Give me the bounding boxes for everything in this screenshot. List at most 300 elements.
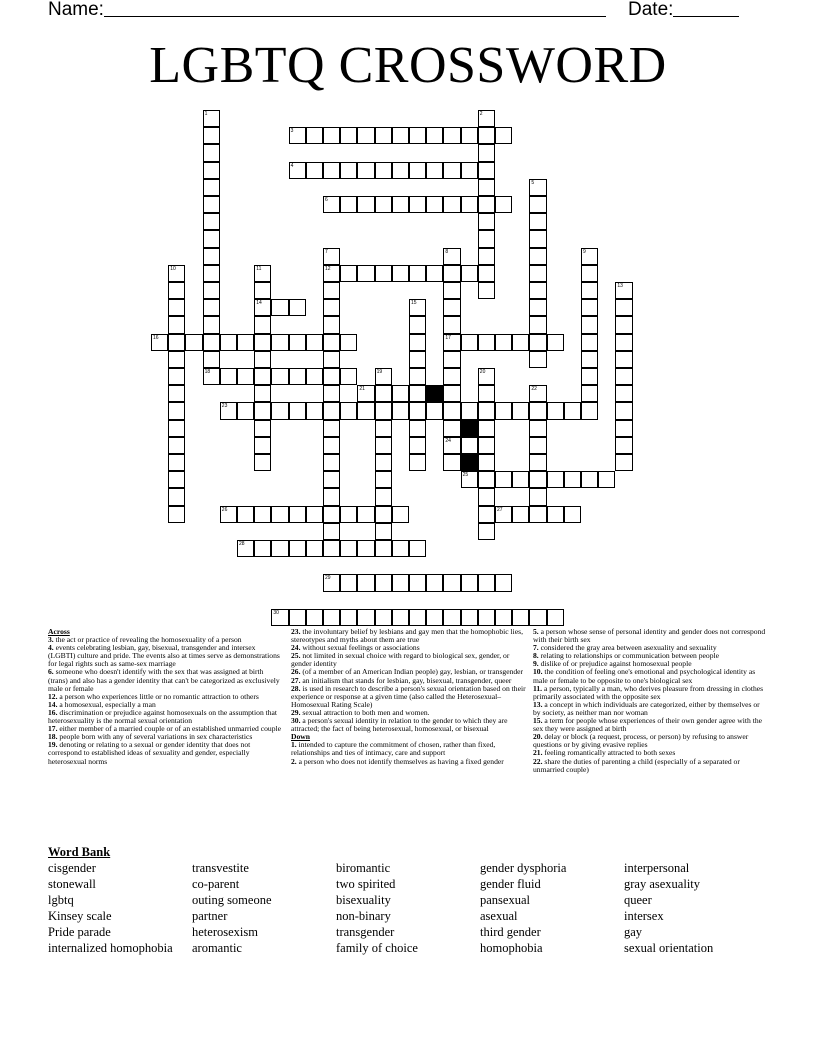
grid-cell[interactable]: [495, 127, 512, 144]
grid-cell[interactable]: [323, 162, 340, 179]
grid-cell[interactable]: [357, 506, 374, 523]
grid-cell[interactable]: [168, 454, 185, 471]
grid-cell[interactable]: [254, 282, 271, 299]
grid-cell[interactable]: [340, 162, 357, 179]
grid-cell[interactable]: [615, 385, 632, 402]
grid-cell[interactable]: [306, 609, 323, 626]
grid-cell[interactable]: [168, 471, 185, 488]
grid-cell[interactable]: [529, 334, 546, 351]
grid-cell[interactable]: [323, 540, 340, 557]
grid-cell[interactable]: [443, 437, 460, 454]
grid-cell[interactable]: [443, 127, 460, 144]
grid-cell[interactable]: [443, 385, 460, 402]
grid-cell[interactable]: [409, 316, 426, 333]
grid-cell[interactable]: [478, 230, 495, 247]
grid-cell[interactable]: [529, 488, 546, 505]
grid-cell[interactable]: [529, 385, 546, 402]
grid-cell[interactable]: [478, 454, 495, 471]
grid-cell[interactable]: [443, 316, 460, 333]
grid-cell[interactable]: [375, 368, 392, 385]
grid-cell[interactable]: [375, 420, 392, 437]
grid-cell[interactable]: [529, 248, 546, 265]
grid-cell[interactable]: [495, 506, 512, 523]
grid-cell[interactable]: [357, 196, 374, 213]
grid-cell[interactable]: [203, 248, 220, 265]
grid-cell[interactable]: [323, 471, 340, 488]
grid-cell[interactable]: [443, 196, 460, 213]
grid-cell[interactable]: [168, 385, 185, 402]
grid-cell[interactable]: [323, 506, 340, 523]
grid-cell[interactable]: [512, 334, 529, 351]
grid-cell[interactable]: [495, 574, 512, 591]
grid-cell[interactable]: [615, 454, 632, 471]
grid-cell[interactable]: [340, 368, 357, 385]
grid-cell[interactable]: [581, 334, 598, 351]
grid-cell[interactable]: [203, 230, 220, 247]
grid-cell[interactable]: [564, 402, 581, 419]
grid-cell[interactable]: [461, 334, 478, 351]
grid-cell[interactable]: [461, 162, 478, 179]
grid-cell[interactable]: [529, 351, 546, 368]
grid-cell[interactable]: [615, 316, 632, 333]
grid-cell[interactable]: [547, 334, 564, 351]
grid-cell[interactable]: [203, 196, 220, 213]
grid-cell[interactable]: [409, 196, 426, 213]
grid-cell[interactable]: [461, 574, 478, 591]
grid-cell[interactable]: [306, 540, 323, 557]
grid-cell[interactable]: [203, 316, 220, 333]
grid-cell[interactable]: [168, 265, 185, 282]
grid-cell[interactable]: [168, 334, 185, 351]
grid-cell[interactable]: [203, 299, 220, 316]
grid-cell[interactable]: [529, 282, 546, 299]
grid-cell[interactable]: [375, 402, 392, 419]
grid-cell[interactable]: [203, 213, 220, 230]
grid-cell[interactable]: [254, 454, 271, 471]
grid-cell[interactable]: [357, 540, 374, 557]
grid-cell[interactable]: [254, 368, 271, 385]
grid-cell[interactable]: [615, 420, 632, 437]
grid-cell[interactable]: [237, 402, 254, 419]
grid-cell[interactable]: [392, 385, 409, 402]
grid-cell[interactable]: [426, 265, 443, 282]
clue-number: 3: [290, 128, 294, 135]
clue-item-number: 20.: [533, 732, 545, 742]
grid-cell[interactable]: [203, 282, 220, 299]
grid-cell[interactable]: [340, 540, 357, 557]
grid-cell[interactable]: [495, 196, 512, 213]
grid-cell[interactable]: [289, 334, 306, 351]
grid-cell[interactable]: [409, 299, 426, 316]
grid-cell[interactable]: [443, 368, 460, 385]
grid-cell[interactable]: [443, 420, 460, 437]
grid-cell[interactable]: [409, 402, 426, 419]
grid-cell[interactable]: [375, 265, 392, 282]
grid-cell[interactable]: [409, 540, 426, 557]
grid-cell[interactable]: [289, 540, 306, 557]
grid-cell[interactable]: [478, 162, 495, 179]
grid-cell[interactable]: [529, 471, 546, 488]
grid-cell[interactable]: [529, 265, 546, 282]
grid-cell[interactable]: [478, 248, 495, 265]
grid-cell[interactable]: [168, 368, 185, 385]
grid-cell[interactable]: [461, 609, 478, 626]
grid-cell[interactable]: [168, 351, 185, 368]
grid-cell[interactable]: [203, 334, 220, 351]
clue-item-text: share the duties of parenting a child (especially of a separated or unmarried couple): [533, 756, 740, 774]
grid-cell[interactable]: [271, 540, 288, 557]
grid-cell[interactable]: [203, 127, 220, 144]
grid-cell[interactable]: [323, 299, 340, 316]
grid-cell[interactable]: [581, 471, 598, 488]
grid-cell[interactable]: [529, 316, 546, 333]
grid-cell[interactable]: [426, 574, 443, 591]
grid-cell[interactable]: [409, 265, 426, 282]
grid-cell[interactable]: [529, 609, 546, 626]
grid-cell[interactable]: [478, 420, 495, 437]
grid-cell[interactable]: [409, 351, 426, 368]
word-bank-item: sexual orientation: [624, 941, 714, 955]
grid-cell[interactable]: [478, 144, 495, 161]
grid-cell[interactable]: [409, 574, 426, 591]
grid-cell[interactable]: [254, 506, 271, 523]
clue-number: 9: [583, 248, 586, 255]
grid-cell[interactable]: [340, 127, 357, 144]
grid-cell[interactable]: [529, 196, 546, 213]
grid-cell[interactable]: [495, 471, 512, 488]
grid-cell[interactable]: [254, 299, 271, 316]
grid-cell[interactable]: [289, 127, 306, 144]
grid-cell[interactable]: [478, 402, 495, 419]
grid-cell[interactable]: [168, 437, 185, 454]
grid-cell[interactable]: [254, 437, 271, 454]
grid-cell[interactable]: [340, 609, 357, 626]
grid-cell[interactable]: [547, 609, 564, 626]
grid-cell[interactable]: [478, 385, 495, 402]
grid-cell[interactable]: [203, 351, 220, 368]
grid-cell[interactable]: [323, 488, 340, 505]
clue-number: 23: [221, 403, 228, 410]
grid-cell[interactable]: [357, 385, 374, 402]
grid-cell[interactable]: [409, 368, 426, 385]
grid-cell[interactable]: [323, 196, 340, 213]
grid-cell[interactable]: [323, 351, 340, 368]
grid-cell[interactable]: [220, 334, 237, 351]
grid-cell[interactable]: [323, 282, 340, 299]
grid-cell[interactable]: [237, 368, 254, 385]
grid-cell[interactable]: [289, 162, 306, 179]
grid-cell[interactable]: [323, 368, 340, 385]
grid-cell[interactable]: [461, 471, 478, 488]
grid-cell[interactable]: [392, 574, 409, 591]
grid-cell[interactable]: [271, 334, 288, 351]
grid-cell[interactable]: [306, 334, 323, 351]
grid-cell[interactable]: [168, 420, 185, 437]
grid-cell[interactable]: [615, 334, 632, 351]
grid-cell[interactable]: [495, 609, 512, 626]
grid-cell[interactable]: [478, 437, 495, 454]
grid-cell[interactable]: [461, 437, 478, 454]
grid-cell[interactable]: [426, 127, 443, 144]
grid-cell[interactable]: [529, 179, 546, 196]
grid-cell[interactable]: [409, 609, 426, 626]
grid-cell[interactable]: [461, 127, 478, 144]
grid-cell[interactable]: [168, 316, 185, 333]
grid-cell[interactable]: [426, 162, 443, 179]
grid-cell[interactable]: [529, 230, 546, 247]
grid-cell[interactable]: [375, 574, 392, 591]
grid-cell[interactable]: [375, 488, 392, 505]
word-bank-title: Word Bank: [48, 845, 111, 859]
grid-cell[interactable]: [512, 609, 529, 626]
grid-cell[interactable]: [461, 265, 478, 282]
grid-cell[interactable]: [392, 127, 409, 144]
grid-cell[interactable]: [581, 299, 598, 316]
grid-cell[interactable]: [271, 299, 288, 316]
grid-cell[interactable]: [443, 402, 460, 419]
grid-cell[interactable]: [323, 574, 340, 591]
grid-cell[interactable]: [168, 488, 185, 505]
grid-cell[interactable]: [495, 334, 512, 351]
grid-cell[interactable]: [237, 540, 254, 557]
grid-cell[interactable]: [512, 402, 529, 419]
grid-cell[interactable]: [409, 420, 426, 437]
grid-cell[interactable]: [203, 110, 220, 127]
grid-cell[interactable]: [323, 385, 340, 402]
grid-cell[interactable]: [547, 506, 564, 523]
grid-cell[interactable]: [478, 523, 495, 540]
grid-cell[interactable]: [529, 506, 546, 523]
grid-cell[interactable]: [581, 368, 598, 385]
grid-cell[interactable]: [254, 265, 271, 282]
grid-cell[interactable]: [392, 162, 409, 179]
grid-cell[interactable]: [478, 265, 495, 282]
grid-cell[interactable]: [323, 127, 340, 144]
grid-cell[interactable]: [168, 282, 185, 299]
grid-cell[interactable]: [375, 609, 392, 626]
grid-cell[interactable]: [185, 334, 202, 351]
grid-cell[interactable]: [478, 179, 495, 196]
grid-cell[interactable]: [323, 265, 340, 282]
grid-cell[interactable]: [340, 402, 357, 419]
grid-cell[interactable]: [512, 506, 529, 523]
grid-cell[interactable]: [392, 196, 409, 213]
grid-cell[interactable]: [443, 299, 460, 316]
grid-cell[interactable]: [392, 609, 409, 626]
grid-cell[interactable]: [289, 609, 306, 626]
grid-cell[interactable]: [478, 471, 495, 488]
grid-cell[interactable]: [375, 437, 392, 454]
grid-cell[interactable]: [529, 454, 546, 471]
grid-cell[interactable]: [375, 540, 392, 557]
grid-cell[interactable]: [615, 351, 632, 368]
grid-cell[interactable]: [306, 368, 323, 385]
grid-cell[interactable]: [340, 334, 357, 351]
grid-cell[interactable]: [443, 248, 460, 265]
grid-cell[interactable]: [598, 471, 615, 488]
grid-cell[interactable]: [564, 471, 581, 488]
grid-cell[interactable]: [254, 540, 271, 557]
grid-cell[interactable]: [254, 402, 271, 419]
grid-cell[interactable]: [443, 454, 460, 471]
grid-cell[interactable]: [203, 179, 220, 196]
grid-cell[interactable]: [271, 506, 288, 523]
grid-cell[interactable]: [547, 402, 564, 419]
grid-cell[interactable]: [323, 437, 340, 454]
grid-cell[interactable]: [478, 609, 495, 626]
grid-cell[interactable]: [323, 609, 340, 626]
grid-cell[interactable]: [203, 144, 220, 161]
grid-cell[interactable]: [461, 402, 478, 419]
grid-cell[interactable]: [323, 248, 340, 265]
grid-cell[interactable]: [375, 454, 392, 471]
grid-cell[interactable]: [289, 368, 306, 385]
grid-cell[interactable]: [254, 316, 271, 333]
grid-cell[interactable]: [357, 162, 374, 179]
grid-cell[interactable]: [443, 334, 460, 351]
grid-cell[interactable]: [203, 368, 220, 385]
grid-cell[interactable]: [443, 162, 460, 179]
grid-cell[interactable]: [340, 196, 357, 213]
grid-cell[interactable]: [220, 506, 237, 523]
grid-cell[interactable]: [375, 471, 392, 488]
grid-cell[interactable]: [357, 127, 374, 144]
grid-cell[interactable]: [478, 213, 495, 230]
grid-cell[interactable]: [289, 299, 306, 316]
grid-cell[interactable]: [581, 351, 598, 368]
grid-cell[interactable]: [512, 471, 529, 488]
grid-cell[interactable]: [203, 265, 220, 282]
grid-cell[interactable]: [581, 316, 598, 333]
grid-cell[interactable]: [443, 574, 460, 591]
grid-cell[interactable]: [495, 402, 512, 419]
grid-cell[interactable]: [581, 385, 598, 402]
grid-cell[interactable]: [478, 196, 495, 213]
grid-cell[interactable]: [409, 454, 426, 471]
grid-cell[interactable]: [220, 368, 237, 385]
grid-cell[interactable]: [151, 334, 168, 351]
grid-cell[interactable]: [478, 110, 495, 127]
grid-cell[interactable]: [168, 299, 185, 316]
grid-cell[interactable]: [443, 282, 460, 299]
grid-cell[interactable]: [426, 196, 443, 213]
grid-cell[interactable]: [529, 420, 546, 437]
grid-cell[interactable]: [168, 402, 185, 419]
grid-cell[interactable]: [237, 334, 254, 351]
grid-cell[interactable]: [306, 127, 323, 144]
word-bank-item: transvestite: [192, 861, 249, 875]
grid-cell[interactable]: [289, 506, 306, 523]
grid-cell[interactable]: [357, 402, 374, 419]
grid-cell[interactable]: [615, 368, 632, 385]
grid-cell[interactable]: [529, 402, 546, 419]
grid-cell[interactable]: [615, 299, 632, 316]
grid-cell[interactable]: [306, 162, 323, 179]
grid-cell[interactable]: [323, 334, 340, 351]
grid-cell[interactable]: [323, 420, 340, 437]
grid-cell[interactable]: [357, 609, 374, 626]
grid-cell[interactable]: [529, 437, 546, 454]
grid-cell[interactable]: [478, 574, 495, 591]
grid-cell[interactable]: [615, 437, 632, 454]
grid-cell[interactable]: [168, 506, 185, 523]
grid-cell[interactable]: [392, 265, 409, 282]
grid-cell[interactable]: [237, 506, 254, 523]
grid-cell[interactable]: [271, 368, 288, 385]
grid-cell[interactable]: [271, 402, 288, 419]
grid-cell[interactable]: [392, 402, 409, 419]
grid-cell[interactable]: [581, 402, 598, 419]
grid-cell[interactable]: [323, 316, 340, 333]
grid-cell[interactable]: [375, 162, 392, 179]
grid-cell[interactable]: [581, 265, 598, 282]
grid-cell[interactable]: [357, 574, 374, 591]
grid-cell[interactable]: [529, 213, 546, 230]
grid-cell[interactable]: [289, 402, 306, 419]
grid-cell[interactable]: [306, 506, 323, 523]
grid-cell[interactable]: [478, 488, 495, 505]
grid-cell[interactable]: [254, 385, 271, 402]
grid-cell[interactable]: [271, 609, 288, 626]
grid-cell[interactable]: [375, 385, 392, 402]
grid-cell[interactable]: [392, 506, 409, 523]
grid-cell[interactable]: [323, 402, 340, 419]
grid-cell[interactable]: [203, 162, 220, 179]
grid-cell[interactable]: [220, 402, 237, 419]
grid-cell[interactable]: [547, 471, 564, 488]
grid-cell[interactable]: [340, 265, 357, 282]
grid-cell[interactable]: [529, 299, 546, 316]
grid-cell[interactable]: [409, 334, 426, 351]
grid-cell[interactable]: [340, 574, 357, 591]
grid-cell[interactable]: [409, 127, 426, 144]
grid-cell[interactable]: [615, 282, 632, 299]
grid-cell[interactable]: [375, 523, 392, 540]
grid-cell[interactable]: [478, 334, 495, 351]
grid-cell[interactable]: [443, 351, 460, 368]
grid-cell[interactable]: [340, 506, 357, 523]
grid-cell[interactable]: [254, 334, 271, 351]
grid-cell[interactable]: [461, 196, 478, 213]
grid-cell[interactable]: [478, 282, 495, 299]
grid-cell[interactable]: [478, 368, 495, 385]
grid-cell[interactable]: [375, 506, 392, 523]
grid-cell[interactable]: [409, 437, 426, 454]
grid-cell[interactable]: [357, 265, 374, 282]
grid-cell[interactable]: [323, 454, 340, 471]
grid-cell[interactable]: [564, 506, 581, 523]
grid-cell[interactable]: [426, 609, 443, 626]
grid-cell[interactable]: [615, 402, 632, 419]
grid-cell[interactable]: [254, 351, 271, 368]
grid-cell[interactable]: [426, 402, 443, 419]
grid-cell[interactable]: [581, 248, 598, 265]
grid-cell[interactable]: [443, 265, 460, 282]
clue-item-number: 25.: [291, 651, 303, 661]
grid-cell[interactable]: [409, 162, 426, 179]
grid-cell[interactable]: [392, 540, 409, 557]
grid-cell[interactable]: [478, 506, 495, 523]
grid-cell[interactable]: [254, 420, 271, 437]
grid-cell[interactable]: [478, 127, 495, 144]
grid-cell[interactable]: [581, 282, 598, 299]
grid-cell[interactable]: [443, 609, 460, 626]
grid-cell[interactable]: [375, 196, 392, 213]
grid-cell[interactable]: [306, 402, 323, 419]
grid-cell[interactable]: [375, 127, 392, 144]
grid-cell[interactable]: [409, 385, 426, 402]
grid-cell[interactable]: [323, 523, 340, 540]
